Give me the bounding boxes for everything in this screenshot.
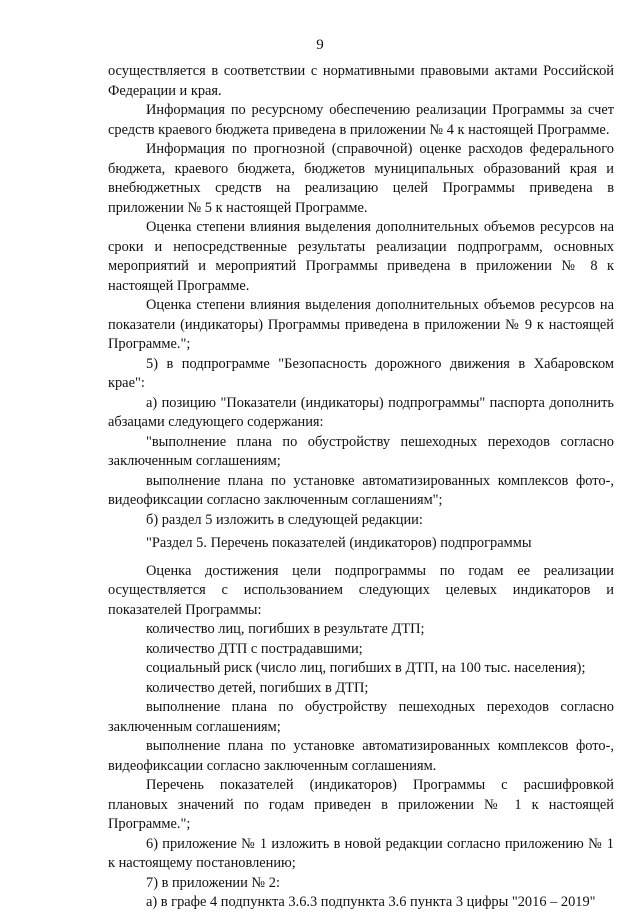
list-item: количество лиц, погибших в результате ДТП; (146, 621, 425, 637)
paragraph: 6) приложение № 1 изложить в новой редакции согласно приложению № 1 к настоящему постановлению; (108, 835, 614, 871)
paragraph: Информация по ресурсному обеспечению реализации Программы за счет средств краевого бюджета приведена в приложении № 4 к настоящей Программе. (108, 102, 614, 138)
list-item: выполнение плана по установке автоматизированных комплексов фото-, видеофиксации согласно заключенным соглашениям. (108, 738, 614, 774)
paragraph: б) раздел 5 изложить в следующей редакции: (146, 511, 423, 528)
paragraph: а) позицию "Показатели (индикаторы) подпрограммы" паспорта дополнить абзацами следующего содержания: (108, 394, 614, 430)
paragraph: Оценка достижения цели подпрограммы по годам ее реализации осуществляется с использованием следующих целевых индикаторов и показателей Программы: (108, 562, 614, 618)
paragraph: осуществляется в соответствии с нормативными правовыми актами Российской Федерации и края. (108, 63, 614, 99)
paragraph: Оценка степени влияния выделения дополнительных объемов ресурсов на показатели (индикаторы) Программы приведена в приложении № 9 к настоящей Программе."; (108, 297, 614, 352)
paragraph: а) в графе 4 подпункта 3.6.3 подпункта 3.6 пункта 3 цифры "2016 – 2019" (146, 894, 596, 910)
section-heading: "Раздел 5. Перечень показателей (индикаторов) подпрограммы (146, 535, 532, 551)
page-number: 9 (316, 37, 324, 53)
list-item: социальный риск (число лиц, погибших в ДТП, на 100 тыс. населения); (146, 660, 586, 676)
paragraph: 7) в приложении № 2: (146, 874, 280, 891)
list-item: количество детей, погибших в ДТП; (146, 679, 369, 696)
paragraph: выполнение плана по установке автоматизированных комплексов фото-, видеофиксации согласно заключенным соглашениям"; (108, 472, 614, 508)
paragraph: Перечень показателей (индикаторов) Программы с расшифровкой плановых значений по годам приведен в приложении № 1 к настоящей Программе."; (108, 777, 614, 832)
document-body (108, 62, 614, 913)
paragraph: Оценка степени влияния выделения дополнительных объемов ресурсов на сроки и непосредственные результаты реализации подпрограмм, основных мероприятий и мероприятий Программы приведена в приложении № 8 к настоящей Программе. (108, 219, 614, 294)
list-item: количество ДТП с пострадавшими; (146, 640, 363, 657)
paragraph: "выполнение плана по обустройству пешеходных переходов согласно заключенным соглашениям; (108, 433, 614, 469)
paragraph: Информация по прогнозной (справочной) оценке расходов федерального бюджета, краевого бюджета, бюджетов муниципальных образований края и внебюджетных средств на реализацию целей Программы приведена в приложении № 5 к настоящей Программе. (108, 141, 614, 216)
paragraph: 5) в подпрограмме "Безопасность дорожного движения в Хабаровском крае": (108, 355, 614, 391)
list-item: выполнение плана по обустройству пешеходных переходов согласно заключенным соглашениям; (108, 699, 614, 735)
